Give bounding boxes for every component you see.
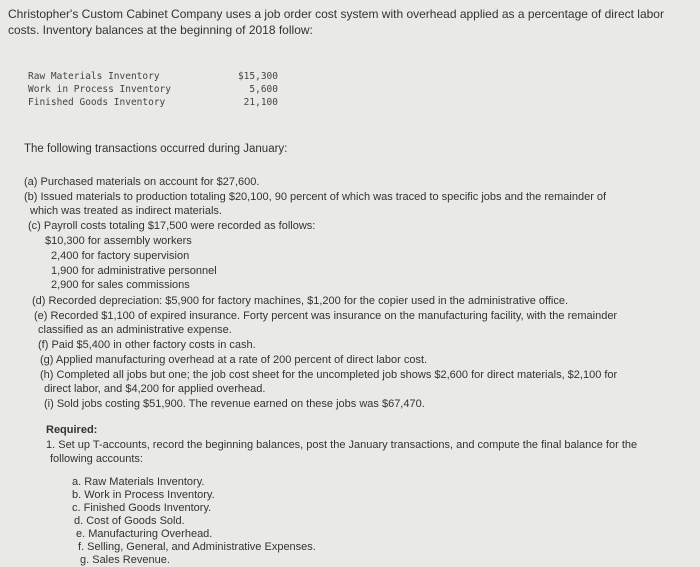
transaction-h: (h) Completed all jobs but one; the job cost sheet for the uncompleted job shows $2,600 for direct materials, $2,100 for: [40, 369, 618, 381]
payroll-admin: 1,900 for administrative personnel: [51, 265, 217, 277]
transaction-e: (e) Recorded $1,100 of expired insurance. Forty percent was insurance on the manufacturing facility, with the remainder: [34, 310, 618, 322]
account-item: a. Raw Materials Inventory.: [72, 476, 205, 488]
account-item: f. Selling, General, and Administrative Expenses.: [78, 541, 316, 553]
transaction-h-cont: direct labor, and $4,200 for applied overhead.: [44, 383, 266, 395]
transaction-c: (c) Payroll costs totaling $17,500 were recorded as follows:: [28, 220, 316, 232]
account-item: b. Work in Process Inventory.: [72, 489, 215, 501]
transaction-f: (f) Paid $5,400 in other factory costs in cash.: [38, 339, 256, 351]
transactions-heading: The following transactions occurred during January:: [24, 143, 288, 155]
transaction-g: (g) Applied manufacturing overhead at a rate of 200 percent of direct labor cost.: [40, 354, 428, 366]
transaction-i: (i) Sold jobs costing $51,900. The revenue earned on these jobs was $67,470.: [44, 398, 425, 410]
transaction-e-cont: classified as an administrative expense.: [38, 324, 232, 336]
inventory-value: $15,300: [237, 71, 278, 82]
required-instruction: 1. Set up T-accounts, record the beginning balances, post the January transactions, and compute the final balance for the: [46, 439, 638, 451]
inventory-row: [28, 83, 278, 96]
inventory-value: 21,100: [243, 97, 278, 108]
account-item: d. Cost of Goods Sold.: [74, 515, 185, 527]
payroll-sales: 2,900 for sales commissions: [51, 279, 190, 291]
required-heading: Required:: [46, 424, 98, 436]
inventory-label: Work in Process Inventory: [28, 84, 171, 95]
transaction-d: (d) Recorded depreciation: $5,900 for factory machines, $1,200 for the copier used in the administrative office.: [32, 295, 569, 307]
inventory-value: 5,600: [249, 84, 278, 95]
inventory-row: [28, 70, 278, 83]
transaction-b-cont: which was treated as indirect materials.: [30, 205, 222, 217]
required-instruction-cont: following accounts:: [50, 453, 143, 465]
inventory-label: Raw Materials Inventory: [28, 71, 160, 82]
transaction-a: (a) Purchased materials on account for $27,600.: [24, 176, 260, 188]
account-item: c. Finished Goods Inventory.: [72, 502, 212, 514]
payroll-supervision: 2,400 for factory supervision: [51, 250, 190, 262]
inventory-label: Finished Goods Inventory: [28, 97, 166, 108]
inventory-balances-table: [28, 70, 278, 109]
transaction-b: (b) Issued materials to production totaling $20,100, 90 percent of which was traced to specific jobs and the remainder of: [24, 191, 607, 203]
account-item: e. Manufacturing Overhead.: [76, 528, 213, 540]
payroll-assembly: $10,300 for assembly workers: [45, 235, 192, 247]
account-item: g. Sales Revenue.: [80, 554, 170, 566]
inventory-row: [28, 96, 278, 109]
intro-paragraph: Christopher's Custom Cabinet Company uses a job order cost system with overhead applied as a percentage of direct labor costs. Inventory balances at the beginning of 2018 follow:: [8, 7, 664, 37]
